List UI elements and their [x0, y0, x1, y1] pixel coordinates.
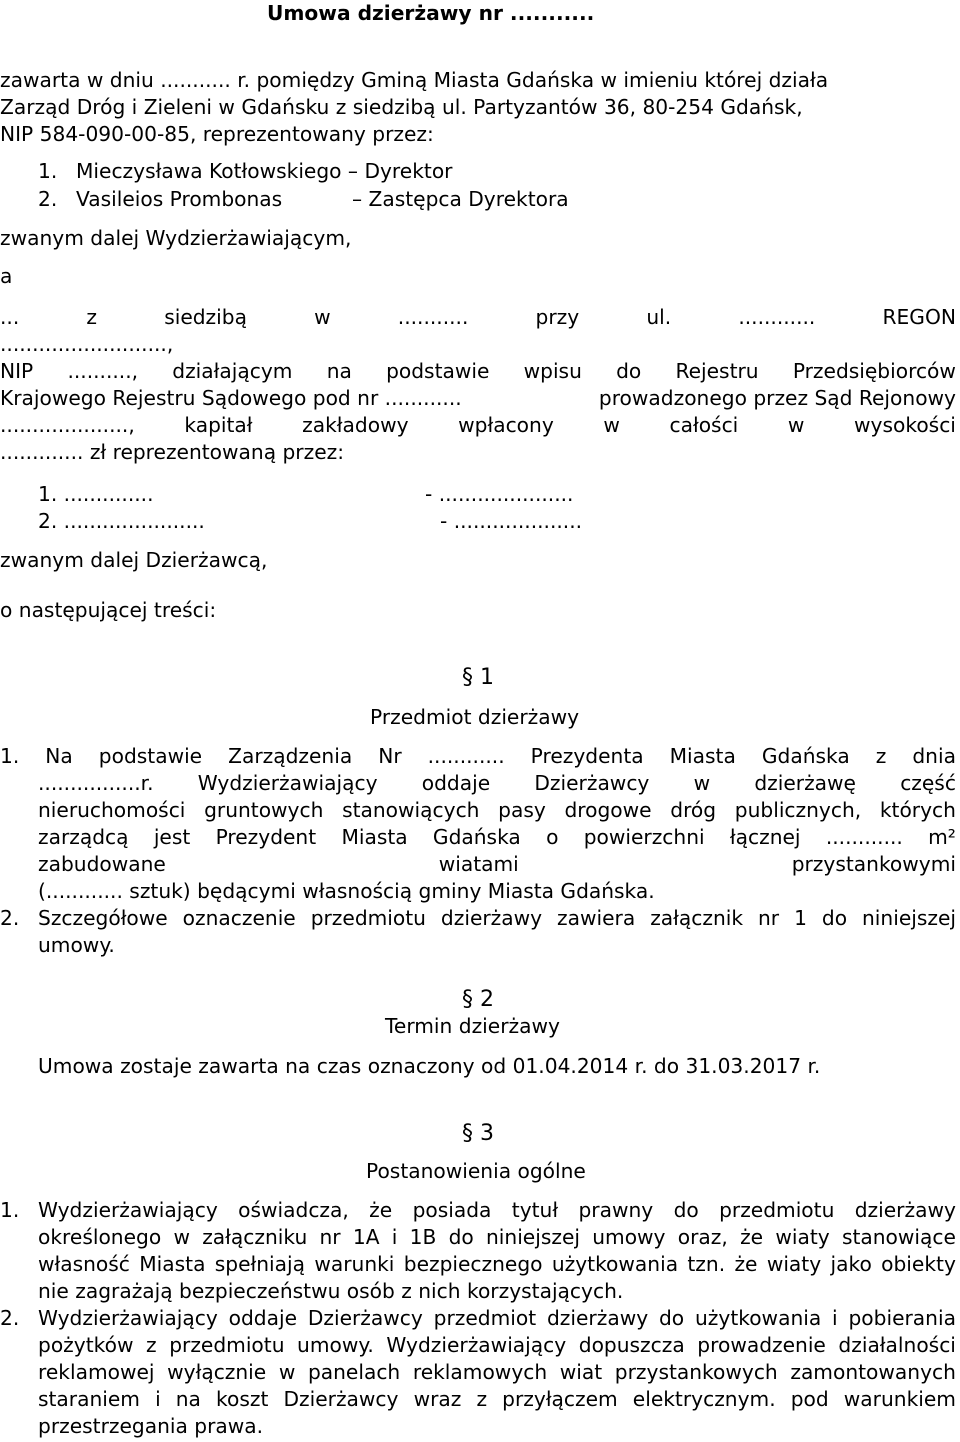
party2-representative-2: 2. ......................	[38, 509, 205, 533]
word: REGON	[882, 305, 956, 329]
word: drogowe	[564, 798, 652, 822]
section-1-p1-line-6: (............ sztuk) będącymi własnością gminy Miasta Gdańska.	[38, 879, 655, 903]
word: reklamowej	[38, 1360, 155, 1384]
word: Nr	[378, 744, 402, 768]
word: załącznik	[650, 906, 744, 930]
section-3-p1-number: 1.	[0, 1198, 20, 1222]
party2-line-3	[0, 358, 956, 385]
word: z	[476, 1387, 488, 1411]
word: Wydzierżawiający	[197, 771, 378, 795]
word: załączniku	[202, 1225, 308, 1249]
word: dopuszcza	[578, 1333, 685, 1357]
word: panelach	[307, 1360, 401, 1384]
word: wiatami	[438, 852, 519, 876]
word: 1	[794, 906, 807, 930]
word: m²	[928, 825, 956, 849]
intro-line-2: Zarząd Dróg i Zieleni w Gdańsku z siedzibą ul. Partyzantów 36, 80-254 Gdańsk,	[0, 95, 803, 119]
wydzierzawiajacy-label: zwanym dalej Wydzierżawiającym,	[0, 226, 352, 250]
word: 1A	[352, 1225, 380, 1249]
word: Wydzierżawiający	[386, 1333, 567, 1357]
word: obiekty	[881, 1252, 956, 1276]
word: staraniem	[38, 1387, 140, 1411]
word: ............	[738, 305, 816, 329]
party2-line-2: ..........................,	[0, 332, 174, 356]
word: wyłącznie	[167, 1360, 267, 1384]
word: Zarządzenia	[228, 744, 353, 768]
word: wiat	[559, 1360, 603, 1384]
word: oddaje	[228, 1306, 297, 1330]
word: do	[658, 1306, 685, 1330]
word: umowy	[592, 1225, 666, 1249]
word: podstawie	[98, 744, 203, 768]
word: część	[900, 771, 956, 795]
section-3-p2-number: 2.	[0, 1306, 20, 1330]
word: dróg	[670, 798, 717, 822]
word: Na	[45, 744, 73, 768]
word: użytkowania	[694, 1306, 822, 1330]
word: nr	[319, 1225, 341, 1249]
word: dzierżawy	[854, 1198, 956, 1222]
word: zakładowy	[302, 413, 409, 437]
word: Wydzierżawiający	[38, 1198, 218, 1222]
word: jako	[830, 1252, 872, 1276]
word: o	[546, 825, 559, 849]
word: podstawie	[386, 359, 490, 383]
party2-line-6: ............. zł reprezentowaną przez:	[0, 440, 345, 464]
word: wiaty	[766, 1252, 822, 1276]
word: zawiera	[557, 906, 636, 930]
representative-1-text: Mieczysława Kotłowskiego – Dyrektor	[76, 159, 453, 183]
word: działalności	[838, 1333, 956, 1357]
section-1-p1-line-1	[0, 743, 956, 770]
word: Wydzierżawiający	[38, 1306, 218, 1330]
word: że	[734, 1252, 758, 1276]
word: których	[879, 798, 956, 822]
word: wraz	[413, 1387, 462, 1411]
word: stanowiących	[342, 798, 480, 822]
word: własność	[38, 1252, 130, 1276]
word: dzierżawy	[546, 1306, 649, 1330]
party2-representative-1-role: - .....................	[425, 482, 574, 506]
word: na	[175, 1387, 201, 1411]
word: ..........,	[67, 359, 139, 383]
text-segment: Krajowego Rejestru Sądowego pod nr ............	[0, 386, 462, 410]
party2-representative-2-role: - ....................	[440, 509, 583, 533]
section-3-p1-line-1	[38, 1197, 956, 1224]
section-2-heading: Termin dzierżawy	[385, 1014, 560, 1038]
word: siedzibą	[164, 305, 247, 329]
intro-line-3: NIP 584-090-00-85, reprezentowany przez:	[0, 122, 434, 146]
section-1-symbol: § 1	[462, 665, 494, 690]
word: w	[787, 413, 805, 437]
word: oraz,	[677, 1225, 728, 1249]
word: łącznej	[729, 825, 801, 849]
word: w	[314, 305, 331, 329]
word: ....................,	[0, 413, 135, 437]
representative-2-name: Vasileios Prombonas	[76, 187, 283, 211]
document-title: Umowa dzierżawy nr ...........	[267, 1, 595, 25]
word: nr	[758, 906, 780, 930]
word: ................r.	[38, 771, 154, 795]
party2-representative-1: 1. ..............	[38, 482, 154, 506]
word: oddaje	[421, 771, 491, 795]
section-2-symbol: § 2	[462, 987, 494, 1012]
word: posiada	[412, 1198, 492, 1222]
word: w	[173, 1225, 190, 1249]
party2-line-1	[0, 304, 956, 331]
word: Gdańska	[761, 744, 850, 768]
word: do	[448, 1225, 474, 1249]
section-1-p2-number: 2.	[0, 906, 20, 930]
word: ...	[0, 305, 20, 329]
section-1-p1-line-2	[38, 770, 956, 797]
section-1-p2-line-2: umowy.	[38, 933, 115, 957]
word: kapitał	[184, 413, 253, 437]
representative-1-number: 1.	[38, 159, 58, 183]
word: do	[673, 1198, 699, 1222]
word: reklamowych	[412, 1360, 548, 1384]
word: pożytków	[38, 1333, 134, 1357]
word: nieruchomości	[38, 798, 186, 822]
section-1-p1-line-3	[38, 797, 956, 824]
section-3-heading: Postanowienia ogólne	[366, 1159, 586, 1183]
section-1-heading: Przedmiot dzierżawy	[370, 705, 580, 729]
word: przedmiotu	[310, 906, 426, 930]
word: na	[326, 359, 352, 383]
word: Dzierżawcy	[307, 1306, 423, 1330]
content-intro: o następującej treści:	[0, 598, 217, 622]
word: oświadcza,	[238, 1198, 349, 1222]
word: zabudowane	[38, 852, 166, 876]
word: ul.	[646, 305, 672, 329]
word: warunki	[314, 1252, 395, 1276]
word: w	[603, 413, 620, 437]
word: określonego	[38, 1225, 162, 1249]
party2-line-5	[0, 412, 956, 439]
word: stanowiące	[841, 1225, 956, 1249]
section-1-p2-line-1	[38, 905, 956, 932]
word: dzierżawy	[440, 906, 543, 930]
word: i	[832, 1306, 838, 1330]
word: przy	[535, 305, 580, 329]
word: powierzchni	[583, 825, 705, 849]
text-segment: prowadzonego przez Sąd Rejonowy	[598, 386, 956, 410]
word: prowadzenie	[697, 1333, 826, 1357]
representative-2-number: 2.	[38, 187, 58, 211]
section-3-symbol: § 3	[462, 1121, 494, 1146]
word: wpisu	[523, 359, 582, 383]
word: przystankowych	[614, 1360, 778, 1384]
word: tzn.	[687, 1252, 726, 1276]
word: 1.	[0, 744, 20, 768]
section-1-p1-line-5	[38, 851, 956, 878]
representative-2-role: – Zastępca Dyrektora	[352, 187, 569, 211]
word: ............	[427, 744, 505, 768]
word: Przedsiębiorców	[792, 359, 956, 383]
section-3-p2-line-3	[38, 1359, 956, 1386]
word: jest	[153, 825, 191, 849]
word: wpłacony	[458, 413, 554, 437]
word: całości	[669, 413, 739, 437]
word: 1B	[409, 1225, 437, 1249]
word: Miasta	[341, 825, 408, 849]
word: koszt	[216, 1387, 269, 1411]
word: zarządcą	[38, 825, 129, 849]
word: zamontowanych	[790, 1360, 956, 1384]
section-3-p2-line-2	[38, 1332, 956, 1359]
word: przedmiot	[433, 1306, 537, 1330]
word: Miasta	[139, 1252, 206, 1276]
word: w	[278, 1360, 296, 1384]
word: Szczegółowe	[38, 906, 168, 930]
word: z	[86, 305, 98, 329]
section-1-p1-line-4	[38, 824, 956, 851]
word: oznaczenie	[182, 906, 296, 930]
word: tytuł	[511, 1198, 559, 1222]
word: Miasta	[669, 744, 736, 768]
word: do	[616, 359, 642, 383]
word: Prezydent	[215, 825, 317, 849]
section-3-p1-line-4: nie zagrażają bezpieczeństwu osób z nich korzystających.	[38, 1279, 624, 1303]
word: prawny	[578, 1198, 654, 1222]
word: spełniają	[214, 1252, 306, 1276]
word: przyłączem	[502, 1387, 618, 1411]
word: pobierania	[848, 1306, 956, 1330]
word: elektrycznym.	[632, 1387, 776, 1411]
word: wysokości	[854, 413, 956, 437]
word: dzierżawę	[754, 771, 856, 795]
dzierzawca-label: zwanym dalej Dzierżawcą,	[0, 548, 268, 572]
word: warunkiem	[843, 1387, 956, 1411]
word: niniejszej	[862, 906, 956, 930]
section-2-text: Umowa zostaje zawarta na czas oznaczony od 01.04.2014 r. do 31.03.2017 r.	[38, 1054, 821, 1078]
word: z	[875, 744, 887, 768]
word: NIP	[0, 359, 34, 383]
word: działającym	[172, 359, 293, 383]
word: ...........	[397, 305, 469, 329]
word: Gdańska	[432, 825, 521, 849]
word: użytkowania	[551, 1252, 679, 1276]
word: i	[155, 1387, 161, 1411]
section-3-p2-line-1	[38, 1305, 956, 1332]
word: w	[693, 771, 711, 795]
word: przedmiotu	[719, 1198, 835, 1222]
word: Rejestru	[675, 359, 759, 383]
word: dnia	[912, 744, 956, 768]
intro-line-1: zawarta w dniu ........... r. pomiędzy Gminą Miasta Gdańska w imieniu której działa	[0, 68, 829, 92]
word: Prezydenta	[530, 744, 644, 768]
word: ............	[825, 825, 903, 849]
word: do	[821, 906, 848, 930]
conjunction: a	[0, 264, 13, 288]
section-3-p2-line-4	[38, 1386, 956, 1413]
section-3-p2-line-5: przestrzegania prawa.	[38, 1414, 264, 1438]
word: Dzierżawcy	[283, 1387, 399, 1411]
word: i	[391, 1225, 398, 1249]
word: przedmiotu	[169, 1333, 285, 1357]
word: że	[740, 1225, 764, 1249]
word: z	[146, 1333, 157, 1357]
word: bezpiecznego	[403, 1252, 543, 1276]
word: wiaty	[775, 1225, 830, 1249]
word: umowy.	[297, 1333, 374, 1357]
word: publicznych,	[734, 798, 862, 822]
party2-line-4	[0, 385, 956, 412]
word: pasy	[498, 798, 546, 822]
word: przystankowymi	[791, 852, 956, 876]
section-3-p1-line-3	[38, 1251, 956, 1278]
word: niniejszej	[486, 1225, 580, 1249]
word: że	[369, 1198, 393, 1222]
word: Dzierżawcy	[534, 771, 650, 795]
section-3-p1-line-2	[38, 1224, 956, 1251]
word: gruntowych	[204, 798, 324, 822]
word: pod	[790, 1387, 829, 1411]
